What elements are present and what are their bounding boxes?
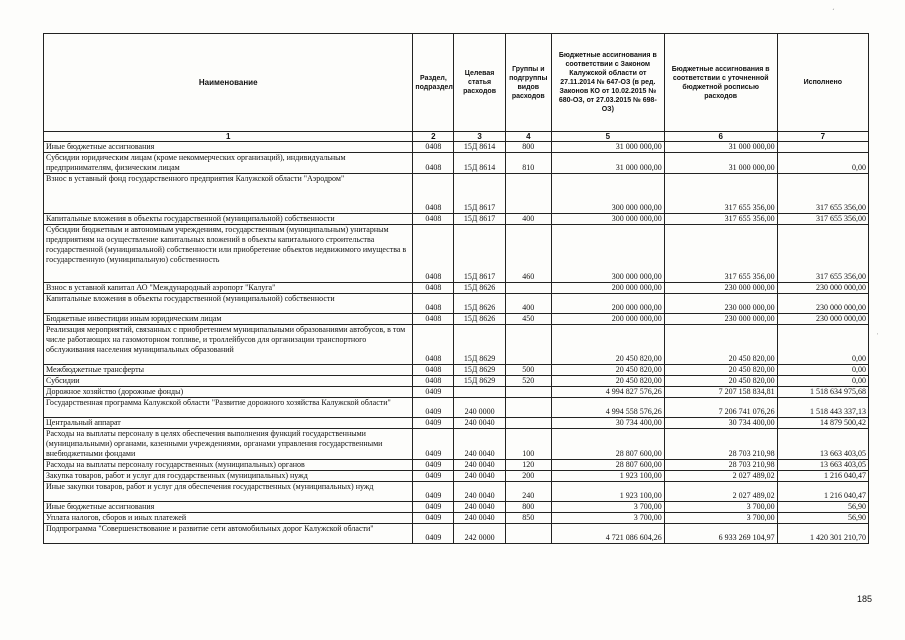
row-refined-amount: 3 700,00 <box>664 502 777 513</box>
table-row <box>44 142 869 153</box>
row-section: 0409 <box>413 398 454 418</box>
row-refined-amount: 6 933 269 104,97 <box>664 524 777 544</box>
table-row <box>44 471 869 482</box>
table-row <box>44 524 869 544</box>
row-refined-amount: 3 700,00 <box>664 513 777 524</box>
row-executed-amount: 230 000 000,00 <box>777 294 868 314</box>
row-target: 15Д 8617 <box>454 174 505 214</box>
row-law-amount: 4 994 558 576,26 <box>551 398 664 418</box>
row-group: 240 <box>505 482 551 502</box>
row-law-amount: 200 000 000,00 <box>551 283 664 294</box>
header-refined: Бюджетные ассигнования в соответствии с уточненной бюджетной росписью расходов <box>664 34 777 132</box>
row-name: Государственная программа Калужской области "Развитие дорожного хозяйства Калужской области" <box>44 398 413 418</box>
row-target: 15Д 8617 <box>454 214 505 225</box>
row-executed-amount: 56,90 <box>777 513 868 524</box>
row-refined-amount: 20 450 820,00 <box>664 365 777 376</box>
budget-table <box>43 33 869 544</box>
table-row <box>44 513 869 524</box>
row-section: 0409 <box>413 513 454 524</box>
row-law-amount: 300 000 000,00 <box>551 174 664 214</box>
row-section: 0408 <box>413 294 454 314</box>
row-executed-amount: 1 216 040,47 <box>777 471 868 482</box>
row-section: 0409 <box>413 387 454 398</box>
row-name: Центральный аппарат <box>44 418 413 429</box>
table-row <box>44 376 869 387</box>
row-group <box>505 524 551 544</box>
row-section: 0408 <box>413 283 454 294</box>
row-law-amount: 3 700,00 <box>551 502 664 513</box>
row-target: 240 0040 <box>454 460 505 471</box>
row-section: 0408 <box>413 376 454 387</box>
row-law-amount: 31 000 000,00 <box>551 142 664 153</box>
table-row <box>44 225 869 283</box>
row-section: 0408 <box>413 365 454 376</box>
row-target: 15Д 8626 <box>454 294 505 314</box>
row-name: Иные бюджетные ассигнования <box>44 502 413 513</box>
row-section: 0408 <box>413 174 454 214</box>
row-target: 15Д 8614 <box>454 142 505 153</box>
row-section: 0408 <box>413 142 454 153</box>
row-refined-amount: 31 000 000,00 <box>664 142 777 153</box>
row-law-amount: 4 721 086 604,26 <box>551 524 664 544</box>
row-executed-amount: 317 655 356,00 <box>777 174 868 214</box>
row-name: Подпрограмма "Совершенствование и развитие сети автомобильных дорог Калужской области" <box>44 524 413 544</box>
row-law-amount: 20 450 820,00 <box>551 376 664 387</box>
page-number: 185 <box>857 594 873 604</box>
column-number: 4 <box>505 132 551 142</box>
table-row <box>44 214 869 225</box>
row-law-amount: 300 000 000,00 <box>551 225 664 283</box>
row-group <box>505 174 551 214</box>
row-group <box>505 387 551 398</box>
table-header-row <box>44 34 869 132</box>
column-number: 5 <box>551 132 664 142</box>
table-row <box>44 502 869 513</box>
row-name: Бюджетные инвестиции иным юридическим лицам <box>44 314 413 325</box>
row-target: 15Д 8629 <box>454 376 505 387</box>
table-row <box>44 418 869 429</box>
header-section: Раздел, подраздел <box>413 34 454 132</box>
table-row <box>44 314 869 325</box>
column-number: 1 <box>44 132 413 142</box>
row-group: 800 <box>505 142 551 153</box>
row-group: 500 <box>505 365 551 376</box>
table-row <box>44 387 869 398</box>
row-group: 200 <box>505 471 551 482</box>
row-refined-amount: 317 655 356,00 <box>664 174 777 214</box>
table-row <box>44 325 869 365</box>
row-law-amount: 1 923 100,00 <box>551 482 664 502</box>
row-refined-amount: 30 734 400,00 <box>664 418 777 429</box>
row-target: 15Д 8614 <box>454 153 505 174</box>
row-name: Расходы на выплаты персоналу в целях обеспечения выполнения функций государственными (муниципальными) органами, казенными учреждениями, органами управления государственными внебюджетными фондами <box>44 429 413 460</box>
row-refined-amount: 28 703 210,98 <box>664 429 777 460</box>
row-executed-amount: 317 655 356,00 <box>777 214 868 225</box>
column-number: 3 <box>454 132 505 142</box>
row-executed-amount <box>777 142 868 153</box>
row-group: 850 <box>505 513 551 524</box>
row-refined-amount: 230 000 000,00 <box>664 314 777 325</box>
row-target: 242 0000 <box>454 524 505 544</box>
row-section: 0408 <box>413 325 454 365</box>
row-target: 240 0000 <box>454 398 505 418</box>
row-section: 0409 <box>413 460 454 471</box>
column-number-row <box>44 132 869 142</box>
row-executed-amount: 1 420 301 210,70 <box>777 524 868 544</box>
row-target: 240 0040 <box>454 513 505 524</box>
column-number: 6 <box>664 132 777 142</box>
row-executed-amount: 56,90 <box>777 502 868 513</box>
table-row <box>44 398 869 418</box>
row-name: Иные бюджетные ассигнования <box>44 142 413 153</box>
row-target: 15Д 8626 <box>454 314 505 325</box>
row-law-amount: 200 000 000,00 <box>551 294 664 314</box>
row-name: Уплата налогов, сборов и иных платежей <box>44 513 413 524</box>
row-refined-amount: 20 450 820,00 <box>664 376 777 387</box>
row-target: 240 0040 <box>454 502 505 513</box>
row-refined-amount: 230 000 000,00 <box>664 283 777 294</box>
row-law-amount: 30 734 400,00 <box>551 418 664 429</box>
row-group: 120 <box>505 460 551 471</box>
row-name: Межбюджетные трансферты <box>44 365 413 376</box>
row-executed-amount: 0,00 <box>777 376 868 387</box>
row-section: 0408 <box>413 214 454 225</box>
row-refined-amount: 7 207 158 834,81 <box>664 387 777 398</box>
row-section: 0409 <box>413 482 454 502</box>
row-target: 240 0040 <box>454 471 505 482</box>
row-law-amount: 200 000 000,00 <box>551 314 664 325</box>
scan-mark: ˌ <box>876 326 879 335</box>
row-refined-amount: 230 000 000,00 <box>664 294 777 314</box>
row-group: 400 <box>505 294 551 314</box>
row-law-amount: 20 450 820,00 <box>551 365 664 376</box>
row-law-amount: 1 923 100,00 <box>551 471 664 482</box>
row-executed-amount: 13 663 403,05 <box>777 429 868 460</box>
row-refined-amount: 317 655 356,00 <box>664 225 777 283</box>
row-group: 520 <box>505 376 551 387</box>
row-law-amount: 28 807 600,00 <box>551 429 664 460</box>
row-target: 15Д 8629 <box>454 325 505 365</box>
row-refined-amount: 2 027 489,02 <box>664 482 777 502</box>
row-name: Реализация мероприятий, связанных с приобретением муниципальными образованиями автобусов, в том числе работающих на газомоторном топливе, и троллейбусов для организации транспортного обслуживания населения муниципальных образований <box>44 325 413 365</box>
row-section: 0408 <box>413 225 454 283</box>
row-executed-amount: 13 663 403,05 <box>777 460 868 471</box>
row-group <box>505 325 551 365</box>
header-groups: Группы и подгруппы видов расходов <box>505 34 551 132</box>
row-executed-amount: 230 000 000,00 <box>777 314 868 325</box>
row-group <box>505 418 551 429</box>
row-refined-amount: 28 703 210,98 <box>664 460 777 471</box>
row-name: Расходы на выплаты персоналу государственных (муниципальных) органов <box>44 460 413 471</box>
row-name: Взнос в уставный фонд государственного предприятия Калужской области "Аэродром" <box>44 174 413 214</box>
row-name: Капитальные вложения в объекты государственной (муниципальной) собственности <box>44 294 413 314</box>
header-name: Наименование <box>44 34 413 132</box>
table-row <box>44 153 869 174</box>
column-number: 7 <box>777 132 868 142</box>
row-group: 810 <box>505 153 551 174</box>
row-refined-amount: 2 027 489,02 <box>664 471 777 482</box>
row-law-amount: 28 807 600,00 <box>551 460 664 471</box>
row-name: Субсидии <box>44 376 413 387</box>
row-law-amount: 20 450 820,00 <box>551 325 664 365</box>
row-target: 15Д 8626 <box>454 283 505 294</box>
row-executed-amount: 14 879 500,42 <box>777 418 868 429</box>
row-law-amount: 31 000 000,00 <box>551 153 664 174</box>
row-section: 0409 <box>413 524 454 544</box>
row-name: Субсидии бюджетным и автономным учреждениям, государственным (муниципальным) унитарным предприятиям на осуществление капитальных вложений в объекты капитального строительства государственной (муниципальной) собственности или приобретение объектов недвижимого имущества в государственную (муниципальную) собственность <box>44 225 413 283</box>
row-group <box>505 398 551 418</box>
row-target: 240 0040 <box>454 418 505 429</box>
row-executed-amount: 0,00 <box>777 153 868 174</box>
row-group <box>505 283 551 294</box>
row-law-amount: 300 000 000,00 <box>551 214 664 225</box>
row-name: Дорожное хозяйство (дорожные фонды) <box>44 387 413 398</box>
row-section: 0409 <box>413 418 454 429</box>
row-group: 800 <box>505 502 551 513</box>
row-section: 0409 <box>413 429 454 460</box>
table-row <box>44 283 869 294</box>
row-group: 400 <box>505 214 551 225</box>
row-target: 15Д 8617 <box>454 225 505 283</box>
row-refined-amount: 7 206 741 076,26 <box>664 398 777 418</box>
row-executed-amount: 1 216 040,47 <box>777 482 868 502</box>
row-section: 0408 <box>413 153 454 174</box>
row-target: 15Д 8629 <box>454 365 505 376</box>
header-target: Целевая статья расходов <box>454 34 505 132</box>
row-refined-amount: 20 450 820,00 <box>664 325 777 365</box>
row-group: 450 <box>505 314 551 325</box>
row-law-amount: 3 700,00 <box>551 513 664 524</box>
row-section: 0409 <box>413 502 454 513</box>
table-row <box>44 460 869 471</box>
header-law: Бюджетные ассигнования в соответствии с Законом Калужской области от 27.11.2014 № 647-ОЗ (в ред. Законов КО от 10.02.2015 № 680-ОЗ, от 27.03.2015 № 698-ОЗ) <box>551 34 664 132</box>
row-refined-amount: 31 000 000,00 <box>664 153 777 174</box>
table-row <box>44 482 869 502</box>
row-executed-amount: 1 518 443 337,13 <box>777 398 868 418</box>
row-executed-amount: 230 000 000,00 <box>777 283 868 294</box>
row-refined-amount: 317 655 356,00 <box>664 214 777 225</box>
row-executed-amount: 317 655 356,00 <box>777 225 868 283</box>
row-target <box>454 387 505 398</box>
table-row <box>44 365 869 376</box>
header-executed: Исполнено <box>777 34 868 132</box>
table-row <box>44 429 869 460</box>
column-number: 2 <box>413 132 454 142</box>
row-name: Иные закупки товаров, работ и услуг для обеспечения государственных (муниципальных) нужд <box>44 482 413 502</box>
row-name: Закупка товаров, работ и услуг для государственных (муниципальных) нужд <box>44 471 413 482</box>
row-section: 0409 <box>413 471 454 482</box>
row-name: Субсидии юридическим лицам (кроме некоммерческих организаций), индивидуальным предпринимателям, физическим лицам <box>44 153 413 174</box>
row-law-amount: 4 994 827 576,26 <box>551 387 664 398</box>
row-executed-amount: 1 518 634 975,68 <box>777 387 868 398</box>
row-name: Взнос в уставной капитал АО "Международный аэропорт "Калуга" <box>44 283 413 294</box>
table-row <box>44 294 869 314</box>
row-section: 0408 <box>413 314 454 325</box>
row-target: 240 0040 <box>454 482 505 502</box>
scan-mark: ˊ <box>832 8 835 17</box>
table-row <box>44 174 869 214</box>
row-name: Капитальные вложения в объекты государственной (муниципальной) собственности <box>44 214 413 225</box>
row-group: 100 <box>505 429 551 460</box>
row-group: 460 <box>505 225 551 283</box>
row-executed-amount: 0,00 <box>777 365 868 376</box>
row-target: 240 0040 <box>454 429 505 460</box>
row-executed-amount: 0,00 <box>777 325 868 365</box>
